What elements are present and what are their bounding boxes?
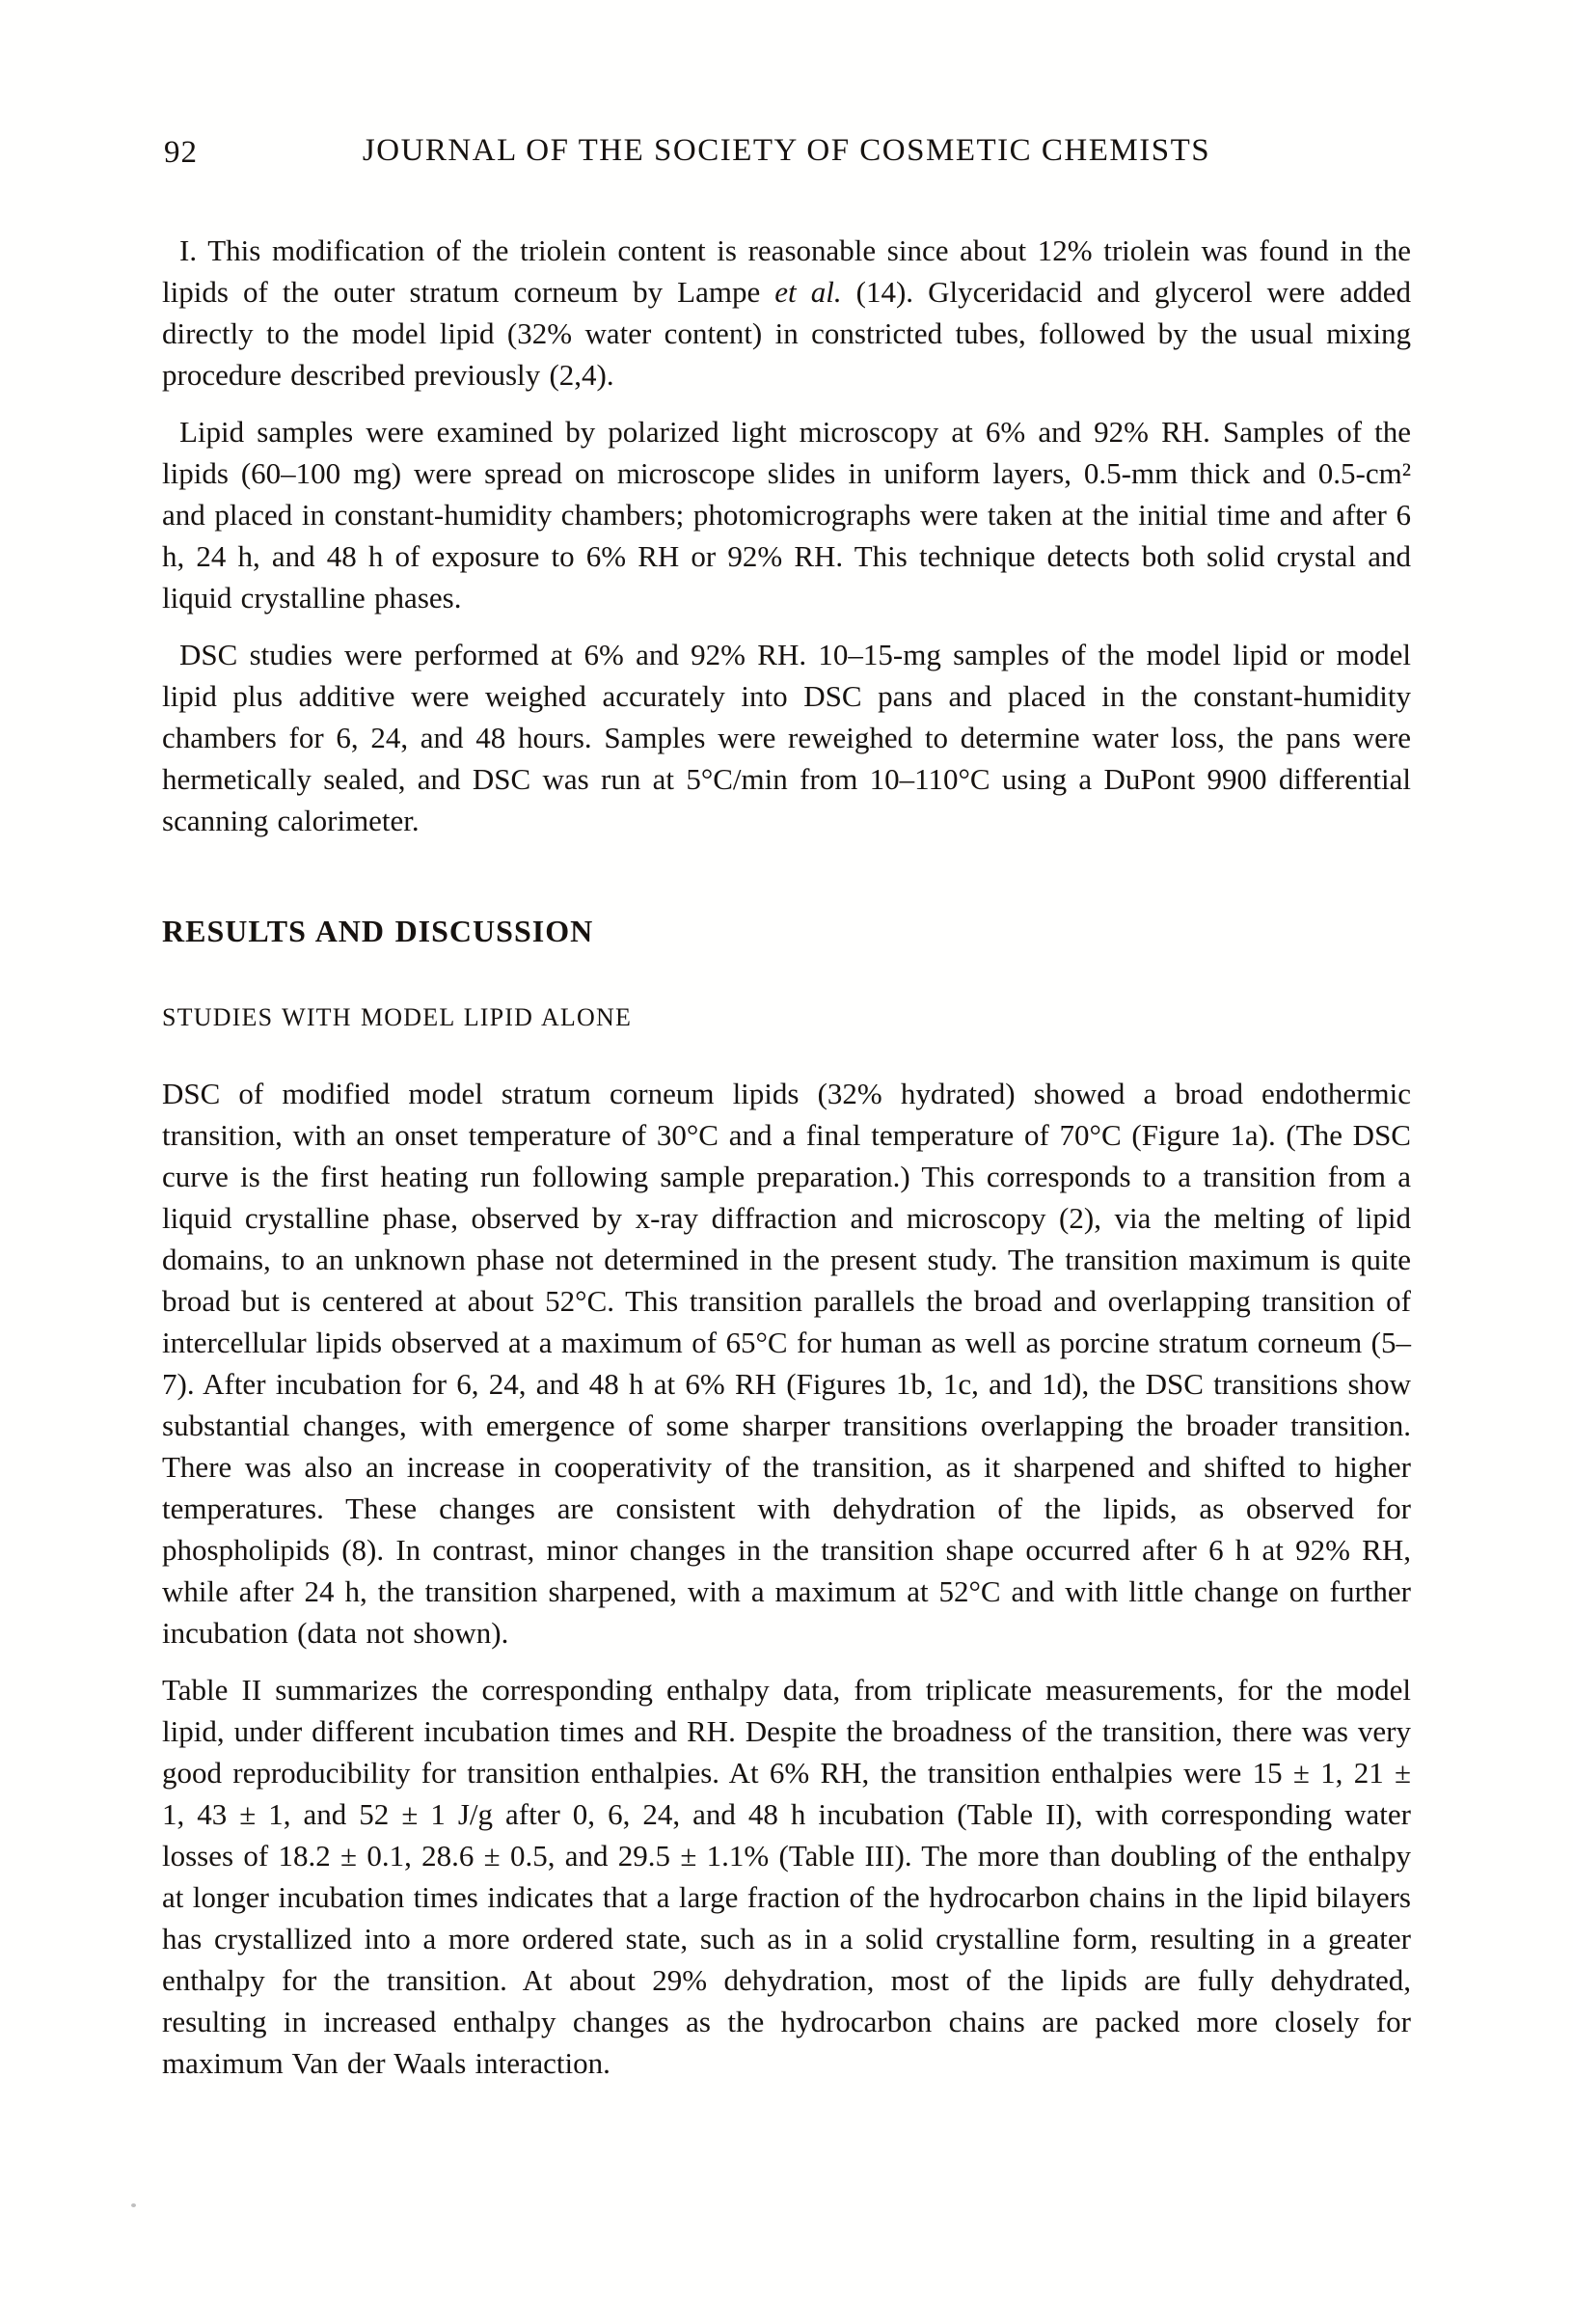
section-heading-results-and-discussion: RESULTS AND DISCUSSION [162, 914, 594, 948]
paragraph-triolein-text-before: I. This modification of the triolein content is reasonable since about 12% triolein was found in the lipids of the outer stratum corneum by Lampe [162, 233, 1411, 309]
subsection-heading-studies-model-lipid-alone: STUDIES WITH MODEL LIPID ALONE [162, 1003, 633, 1031]
article-body [162, 230, 1411, 2084]
paragraph-results-dsc-transitions: DSC of modified model stratum corneum lipids (32% hydrated) showed a broad endothermic transition, with an onset temperature of 30°C and a final temperature of 70°C (Figure 1a). (The DSC curve is the first heating run following sample preparation.) This corresponds to a transition from a liquid crystalline phase, observed by x-ray diffraction and microscopy (2), via the melting of lipid domains, to an unknown phase not determined in the present study. The transition maximum is quite broad but is centered at about 52°C. This transition parallels the broad and overlapping transition of intercellular lipids observed at a maximum of 65°C for human as well as porcine stratum corneum (5–7). After incubation for 6, 24, and 48 h at 6% RH (Figures 1b, 1c, and 1d), the DSC transitions show substantial changes, with emergence of some sharper transitions overlapping the broader transition. There was also an increase in cooperativity of the transition, as it sharpened and shifted to higher temperatures. These changes are consistent with dehydration of the lipids, as observed for phospholipids (8). In contrast, minor changes in the transition shape occurred after 6 h at 92% RH, while after 24 h, the transition sharpened, with a maximum at 52°C and with little change on further incubation (data not shown). [162, 1077, 1411, 1650]
paragraph-polarized-microscopy: Lipid samples were examined by polarized light microscopy at 6% and 92% RH. Samples of the lipids (60–100 mg) were spread on microscope slides in uniform layers, 0.5-mm thick and 0.5-cm² and placed in constant-humidity chambers; photomicrographs were taken at the initial time and after 6 h, 24 h, and 48 h of exposure to 6% RH or 92% RH. This technique detects both solid crystal and liquid crystalline phases. [162, 415, 1411, 615]
journal-title: JOURNAL OF THE SOCIETY OF COSMETIC CHEMISTS [362, 133, 1211, 168]
paragraph-triolein-modification [162, 230, 1411, 396]
page-number: 92 [164, 135, 198, 170]
paragraph-enthalpy-table-summary: Table II summarizes the corresponding enthalpy data, from triplicate measurements, for the model lipid, under different incubation times and RH. Despite the broadness of the transition, there was very good reproducibility for transition enthalpies. At 6% RH, the transition enthalpies were 15 ± 1, 21 ± 1, 43 ± 1, and 52 ± 1 J/g after 0, 6, 24, and 48 h incubation (Table II), with corresponding water losses of 18.2 ± 0.1, 28.6 ± 0.5, and 29.5 ± 1.1% (Table III). The more than doubling of the enthalpy at longer incubation times indicates that a large fraction of the hydrocarbon chains in the lipid bilayers has crystallized into a more ordered state, such as in a solid crystalline form, resulting in a greater enthalpy for the transition. At about 29% dehydration, most of the lipids are fully dehydrated, resulting in increased enthalpy changes as the hydrocarbon chains are packed more closely for maximum Van der Waals interaction. [162, 1673, 1411, 2080]
page-header [162, 133, 1411, 176]
et-al-italic: et al. [774, 275, 842, 309]
paragraph-triolein-text-after: (14). Glyceridacid and glycerol were added directly to the model lipid (32% water content) in constricted tubes, followed by the usual mixing procedure described previously (2,4). [162, 275, 1411, 392]
paragraph-dsc-methods: DSC studies were performed at 6% and 92% RH. 10–15-mg samples of the model lipid or model lipid plus additive were weighed accurately into DSC pans and placed in the constant-humidity chambers for 6, 24, and 48 hours. Samples were reweighed to determine water loss, the pans were hermetically sealed, and DSC was run at 5°C/min from 10–110°C using a DuPont 9900 differential scanning calorimeter. [162, 638, 1411, 837]
scan-artifact-dot [131, 2203, 136, 2207]
